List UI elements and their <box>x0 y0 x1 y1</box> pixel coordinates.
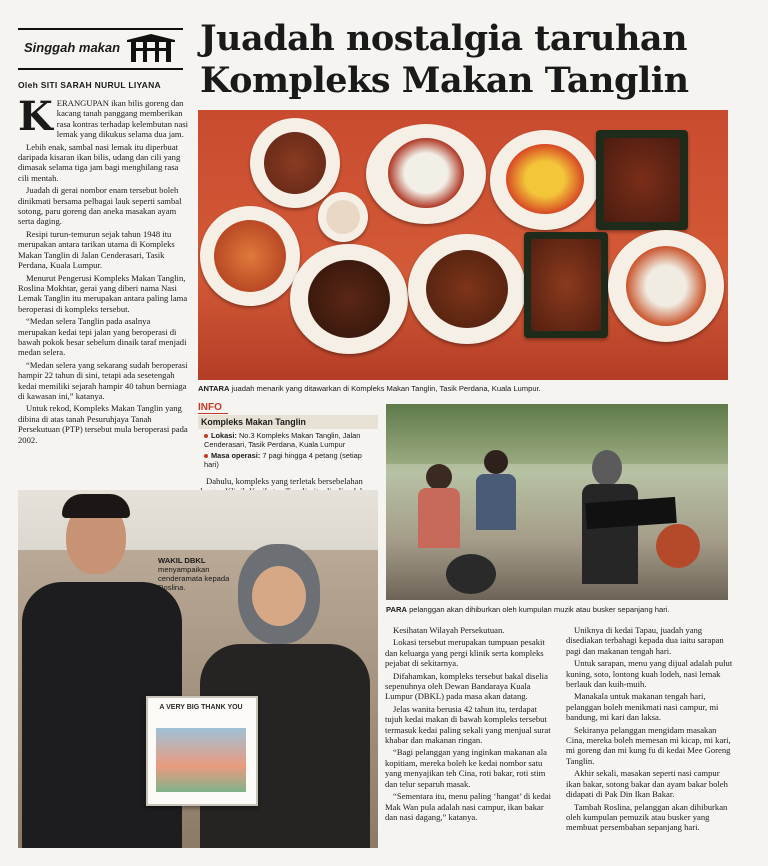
info-box <box>198 402 378 472</box>
bowl-icon <box>318 192 368 242</box>
headline <box>200 18 760 102</box>
plate-icon <box>250 118 340 208</box>
paragraph: Jelas wanita berusia 42 tahun itu, terdapat tujuh kedai makan di bawah kompleks tersebut termasuk kedai paling sekali yang menjual surat khabar dan makanan ringan. <box>385 703 551 746</box>
paragraph: Dahulu, kompleks yang terletak bersebelahan <box>206 476 363 486</box>
drop-cap: K <box>18 93 53 140</box>
info-location: Lokasi: No.3 Kompleks Makan Tanglin, Jalan Cenderasari, Tasik Perdana, Kuala Lumpur <box>204 431 361 449</box>
paragraph: Tambah Roslina, pelanggan akan dihiburkan oleh kumpulan pemuzik atau busker yang membuat persembahan sepanjang hari. <box>566 801 728 833</box>
article-column-1 <box>18 93 189 447</box>
paragraph: “Sementara itu, menu paling ‘hangat’ di kedai Mak Wan pula adalah nasi campur, ikan bakar dan nasi dagang,” katanya. <box>385 791 552 822</box>
bullet-icon <box>204 454 208 458</box>
section-rubric <box>18 28 183 70</box>
paragraph: “Medan selera Tanglin pada asalnya merupakan kedai tepi jalan yang beroperasi di bawah pokok besar sebelum dinaik taraf menjadi medan selera. <box>18 316 187 358</box>
paragraph: ERANGUPAN ikan bilis goreng dan kacang tanah panggang memberikan rasa kontras terhadap kelembutan nasi lemak yang dikukus selama dua jam. <box>56 98 189 140</box>
article-column-3 <box>385 625 553 824</box>
paragraph: “Bagi pelanggan yang inginkan makanan ala kopitiam, mereka boleh ke kedai nombor satu yang menyajikan teh Cina, roti bakar, roti stim dan telur separuh masak. <box>385 747 547 789</box>
paragraph: Untuk rekod, Kompleks Makan Tanglin yang dibina di atas tanah Pesuruhjaya Tanah Persekutuan (PTP) tersebut mula beroperasi pada 2002. <box>18 403 188 445</box>
paragraph: Lebih enak, sambal nasi lemak itu diperbuat daripada kisaran ikan bilis, udang dan cili yang dimasak selama tiga jam bagi menghilang rasa cili mentah. <box>18 141 181 183</box>
article-column-4 <box>566 625 734 835</box>
byline: Oleh SITI SARAH NURUL LIYANA <box>18 80 161 90</box>
paragraph: Untuk sarapan, menu yang dijual adalah pulut kuning, soto, lontong kuah lodeh, nasi lemak berlauk dan kuih-muih. <box>566 658 733 690</box>
info-tag: INFO <box>198 402 228 414</box>
portrait-caption <box>158 556 238 592</box>
paragraph: Lokasi tersebut merupakan tumpuan pesakit dan keluarga yang pergi klinik serta kompleks pejabat di sekitarnya. <box>385 637 545 669</box>
caption-lead: PARA <box>386 605 407 614</box>
food-spread-photo <box>198 110 728 380</box>
paragraph: “Medan selera yang sekarang sudah beroperasi hampir 22 tahun di sini, tetapi ada sesetengah kedai memiliki sejarah hampir 40 tahun berniaga di kawasan ini,” katanya. <box>18 359 188 401</box>
plate-icon <box>366 124 486 224</box>
paragraph: Menurut Pengerusi Kompleks Makan Tanglin, Roslina Mokhtar, gerai yang diberi nama Nasi Lemak Tanglin itu merupakan antara paling lama beroperasi di kompleks tersebut. <box>18 272 188 314</box>
paragraph: Kesihatan Wilayah Persekutuan. <box>393 625 505 635</box>
rubric-label: Singgah makan <box>24 40 121 55</box>
plate-icon <box>408 234 526 344</box>
info-title: Kompleks Makan Tanglin <box>198 415 378 429</box>
headline-line-1: Juadah nostalgia taruhan <box>200 18 688 59</box>
pavilion-logo-icon <box>123 32 179 64</box>
plate-icon <box>290 244 408 354</box>
paragraph: Juadah di gerai nombor enam tersebut boleh dinikmati bersama pelbagai lauk seperti sambal sotong, paru goreng dan aneka masakan ayam serta daging. <box>18 185 182 227</box>
busker-band-photo <box>386 404 728 600</box>
bullet-icon <box>204 434 208 438</box>
caption-text: juadah menarik yang ditawarkan di Kompleks Makan Tanglin, Tasik Perdana, Kuala Lumpur. <box>231 384 541 393</box>
handover-portrait-photo <box>18 490 378 848</box>
caption-lead: ANTARA <box>198 384 230 393</box>
caption-text: pelanggan akan dihiburkan oleh kumpulan muzik atau busker sepanjang hari. <box>409 605 670 614</box>
paragraph: Akhir sekali, masakan seperti nasi campur ikan bakar, sotong bakar dan ayam bakar boleh didapati di Pak Din Ikan Bakar. <box>566 768 728 800</box>
plate-icon <box>200 206 300 306</box>
plate-icon <box>608 230 724 342</box>
plate-icon <box>490 130 600 230</box>
paragraph: Sekiranya pelanggan mengidam masakan Cina, mereka boleh memesan mi kicap, mi kari, mi goreng dan mi kung fu di kedai Mee Goreng Tanglin. <box>566 724 731 766</box>
tray-icon <box>596 130 688 230</box>
music-stand-icon <box>585 497 677 529</box>
tray-icon <box>524 232 608 338</box>
music-photo-caption <box>386 605 728 614</box>
paragraph: Uniknya di kedai Tapau, juadah yang disediakan terbahagi kepada dua iaitu sarapan pagi dan makanan tengah hari. <box>566 625 724 656</box>
certificate-frame <box>146 696 258 806</box>
headline-line-2: Kompleks Makan Tanglin <box>200 60 689 101</box>
paragraph: Manakala untuk makanan tengah hari, pelanggan boleh menikmati nasi campur, mi bandung, mi kari dan laksa. <box>566 691 719 723</box>
caption-lead: WAKIL DBKL <box>158 556 206 565</box>
food-photo-caption <box>198 384 728 393</box>
info-hours: Masa operasi: 7 pagi hingga 4 petang (setiap hari) <box>204 451 362 469</box>
paragraph: Resipi turun-temurun sejak tahun 1948 itu merupakan antara tarikan utama di Kompleks Makan Tanglin di Jalan Cenderasari, Tasik Perdana, Kuala Lumpur. <box>18 228 175 271</box>
certificate-title: A VERY BIG THANK YOU <box>159 704 243 711</box>
paragraph: Difahamkan, kompleks tersebut bakal diselia sepenuhnya oleh Dewan Bandaraya Kuala Lumpur (DBKL) pada masa akan datang. <box>385 670 548 702</box>
caption-text: menyampaikan cenderamata kepada Roslina. <box>158 565 230 592</box>
